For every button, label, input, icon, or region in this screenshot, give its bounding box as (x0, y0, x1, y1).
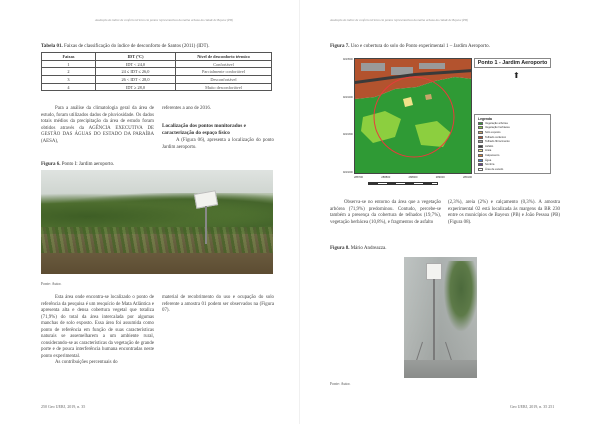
table-caption-text: Faixas de classificação do índice de desconforto de Santos (2011) (IDT). (64, 44, 210, 49)
legend-swatch (478, 136, 483, 139)
table-cell: Desconfortável (176, 76, 272, 84)
photo-tree (444, 261, 477, 331)
map-x-tick: 288900 (408, 176, 418, 179)
table-cell: Muito desconfortável (176, 83, 272, 91)
legend-label: Calçamento (485, 153, 500, 157)
paragraph-text: referentes a ano de 2016. (162, 106, 212, 111)
paragraph (41, 295, 154, 367)
table-header-cell: Faixas (42, 53, 96, 61)
page-folio-left: 250 Geo UERJ, 2019, n. 35 (41, 404, 86, 409)
map-land-cover (355, 59, 472, 174)
table-header-cell: Nível de desconforto térmico (176, 53, 272, 61)
photo-plants (41, 227, 273, 253)
legend-swatch (478, 154, 483, 157)
table-cell: IDT < 24,0 (96, 60, 176, 68)
paragraph (330, 200, 441, 226)
paragraph (162, 295, 274, 315)
table-header-row (42, 53, 272, 61)
paragraph-text: Esta área onde encontra-se localizado o ponto de referência da pesquisa é um resquício de Mata Atlântica e apresenta alta e densa cobertura vegetal que totaliza (71,9%) do total da área intercalada por algumas manchas de solo exposto. Essa área foi assumida como ponto de referência em função de suas características naturais se assemelharem a um ambiente rural, considerando-se as características da vegetação de grande porte e de pouca interferência humana encontradas neste ponto experimental. (41, 295, 154, 359)
table-caption-label: Tabela 01. (41, 44, 63, 49)
paragraph (162, 138, 274, 151)
figure-7-text: Uso e cobertura do solo do Ponto experimental 1 – Jardim Aeroporto. (350, 44, 490, 49)
table-row (42, 68, 272, 76)
legend-swatch (478, 126, 483, 129)
table-caption (41, 44, 281, 49)
station-shelter (426, 263, 442, 280)
paragraph-text: As contribuições percentuais do (55, 360, 118, 365)
figure-8-label: Figura 8. (330, 246, 350, 251)
figure-6-label: Figura 6. (41, 162, 61, 167)
paragraph-text: material de recobrimento do uso e ocupação do solo referente a amostra 01 podem ser observados na (Figura 07). (162, 295, 274, 313)
map-title: Ponto 1 - Jardim Aeroporto (474, 58, 551, 68)
map-x-ticks (354, 176, 472, 179)
land-use-map (343, 52, 553, 190)
map-frame (354, 58, 472, 174)
map-y-tick: 9213300 (343, 133, 353, 137)
map-x-tick: 288800 (381, 176, 391, 179)
legend-label: Vegetação herbácea (485, 126, 510, 130)
table-cell: IDT ≥ 28,0 (96, 83, 176, 91)
figure-8-caption (330, 246, 387, 251)
table-cell: 24 ≤ IDT ≤ 26,0 (96, 68, 176, 76)
table-cell: 4 (42, 83, 96, 91)
legend-swatch (478, 159, 483, 162)
legend-swatch (478, 131, 483, 134)
table-cell: Confortável (176, 60, 272, 68)
legend-swatch (478, 168, 483, 171)
weather-station (191, 192, 221, 244)
section-title: Localização dos pontos monitorados e caracterização do espaço físico (162, 123, 246, 136)
paragraph (162, 106, 274, 113)
table-row (42, 76, 272, 84)
figure-6-caption (41, 162, 114, 167)
photo-credit: Fonte: Autor. (41, 282, 62, 286)
legend-swatch (478, 163, 483, 166)
table-cell: 2 (42, 68, 96, 76)
table-cell: 3 (42, 76, 96, 84)
figure-8-photo (404, 257, 477, 378)
legend-label: Vegetação arbórea (485, 121, 508, 125)
legend-label: Asfalto (485, 144, 494, 148)
map-y-tick: 9213400 (343, 95, 353, 99)
legend-label: Sombra (485, 163, 495, 167)
legend-label: Telhado fibrocimento (485, 140, 510, 144)
map-y-tick: 9213500 (343, 58, 353, 61)
north-arrow-icon: ⬆ (513, 71, 520, 80)
legend-swatch (478, 149, 483, 152)
legend-label: Telhado cerâmico (485, 135, 507, 139)
photo-credit: Fonte: Autor. (330, 382, 351, 386)
map-bare-soil (425, 94, 432, 100)
figure-6-photo (41, 170, 273, 274)
paragraph-text: Observa-se no entorno da área que a vegetação arbórea (71,9%) predominou. Contudo, percebe-se também a presença da cobertura de telhados (19,7%), vegetação herbácea (10,8%), e fragmentos de asfalto (330, 200, 441, 225)
page-gutter (299, 0, 300, 424)
paragraph (448, 200, 560, 226)
map-y-tick: 9213200 (343, 170, 353, 174)
legend-swatch (478, 122, 483, 125)
station-mast (433, 279, 435, 364)
legend-label: Área de estudo (485, 167, 504, 171)
map-legend (474, 114, 551, 174)
table-cell: Parcialmente confortável (176, 68, 272, 76)
map-scale-bar (368, 182, 438, 185)
table-header-cell: IDT (ºC) (96, 53, 176, 61)
table-row (42, 60, 272, 68)
photo-floor (404, 360, 477, 378)
paragraph-text: Para a análise da climatologia geral da área de estudo, foram utilizados dados de pluviosidade. Os dados totais médios da precipitação da área de estudo foram obtidos através da AGÊNCIA EXECUTIVA DE GESTÃO DAS ÁGUAS DO ESTADO DA PARAÍBA (AESA), (41, 106, 154, 144)
legend-item (478, 167, 547, 172)
table-cell: 26 < IDT < 28,0 (96, 76, 176, 84)
paragraph-text: A (Figura 06), apresenta a localização do ponto Jardim aeroporto. (162, 138, 274, 150)
legend-title: Legenda (478, 117, 492, 121)
running-head-right: Avaliação do índice de conforto térmico em pontos representativos da malha urbana da cidade de Bayeux (PB) (330, 18, 468, 22)
figure-7-caption (330, 44, 490, 49)
map-x-tick: 288700 (354, 176, 363, 179)
legend-swatch (478, 140, 483, 143)
map-y-ticks (343, 58, 353, 174)
paragraph-text: (2,3%), areia (2%) e calçamento (0,3%). A amostra experimental 02 está localizada às margens da BR 230 entre os municípios de Bayeux (PB) e João Pessoa (PB) (Figura 08). (448, 200, 560, 225)
legend-label: Solo exposto (485, 130, 501, 134)
figure-7-label: Figura 7. (330, 44, 350, 49)
map-x-tick: 289000 (435, 176, 445, 179)
figure-6-text: Ponto I: Jardim aeroporto. (61, 162, 115, 167)
legend-swatch (478, 145, 483, 148)
page-folio-right: Geo UERJ, 2019, n. 35 251 (510, 404, 555, 409)
running-head-left: Avaliação do índice de conforto térmico em pontos representativos da malha urbana da cidade de Bayeux (PB) (95, 18, 233, 22)
table-cell: 1 (42, 60, 96, 68)
paragraph (41, 106, 154, 145)
station-pole (205, 206, 207, 244)
legend-label: Água (485, 158, 492, 162)
figure-8-text: Mário Andreazza. (350, 246, 387, 251)
map-x-tick: 289100 (463, 176, 472, 179)
legend-label: Areia (485, 149, 492, 153)
table-row (42, 83, 272, 91)
classification-table (41, 52, 272, 91)
